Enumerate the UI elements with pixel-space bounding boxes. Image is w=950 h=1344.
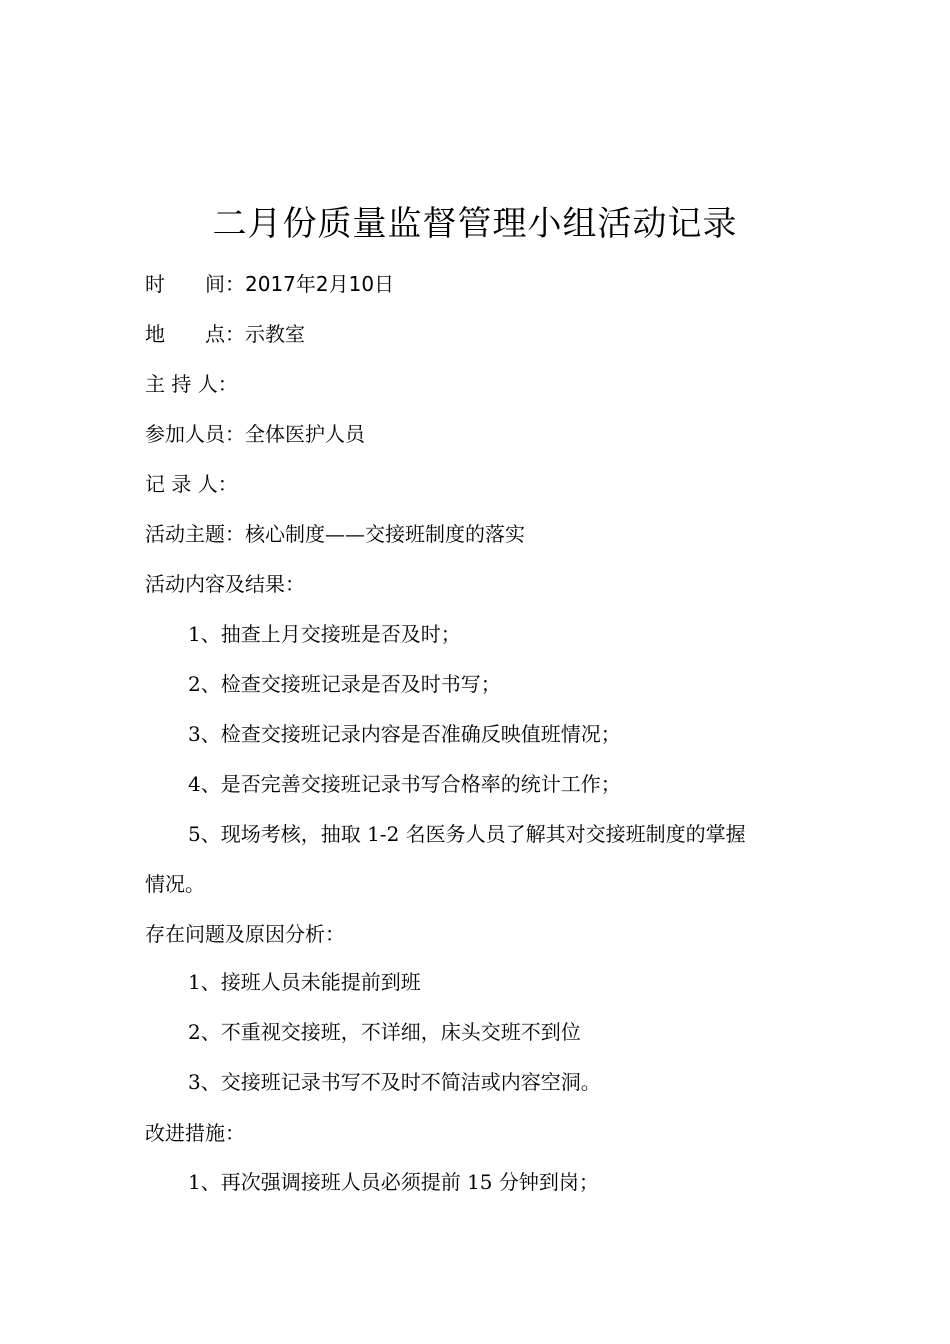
- content-item-5: 5、现场考核，抽取 1-2 名医务人员了解其对交接班制度的掌握: [188, 822, 746, 846]
- participants-value: 全体医护人员: [245, 422, 365, 446]
- content-item-5-continuation: 情况。: [145, 872, 205, 896]
- content-item-1: 1、抽查上月交接班是否及时；: [188, 622, 461, 646]
- recorder-row: [145, 468, 238, 500]
- participants-label: 参加人员：: [145, 422, 245, 446]
- time-row: [145, 268, 394, 300]
- problems-heading: 存在问题及原因分析：: [145, 922, 345, 946]
- problem-item-1: 1、接班人员未能提前到班: [188, 970, 421, 994]
- theme-label: 活动主题：: [145, 522, 245, 546]
- improve-item-1: 1、再次强调接班人员必须提前 15 分钟到岗；: [188, 1170, 599, 1194]
- content-item-3: 3、检查交接班记录内容是否准确反映值班情况；: [188, 722, 621, 746]
- time-label: 时 间：: [145, 272, 245, 296]
- content-item-4: 4、是否完善交接班记录书写合格率的统计工作；: [188, 772, 621, 796]
- improve-heading: 改进措施：: [145, 1121, 245, 1145]
- problem-item-3: 3、交接班记录书写不及时不简洁或内容空洞。: [188, 1070, 601, 1094]
- place-label: 地 点：: [145, 322, 245, 346]
- problem-item-2: 2、不重视交接班，不详细，床头交班不到位: [188, 1020, 581, 1044]
- host-row: [145, 368, 238, 400]
- theme-row: [145, 518, 525, 550]
- host-label: 主 持 人：: [145, 372, 238, 396]
- time-value: 2017年2月10日: [245, 272, 395, 296]
- content-item-2: 2、检查交接班记录是否及时书写；: [188, 672, 501, 696]
- theme-value: 核心制度——交接班制度的落实: [245, 522, 525, 546]
- content-heading: 活动内容及结果：: [145, 572, 305, 596]
- recorder-label: 记 录 人：: [145, 472, 238, 496]
- place-row: [145, 318, 305, 350]
- participants-row: [145, 418, 365, 450]
- place-value: 示教室: [245, 322, 305, 346]
- document-title: 二月份质量监督管理小组活动记录: [212, 204, 738, 244]
